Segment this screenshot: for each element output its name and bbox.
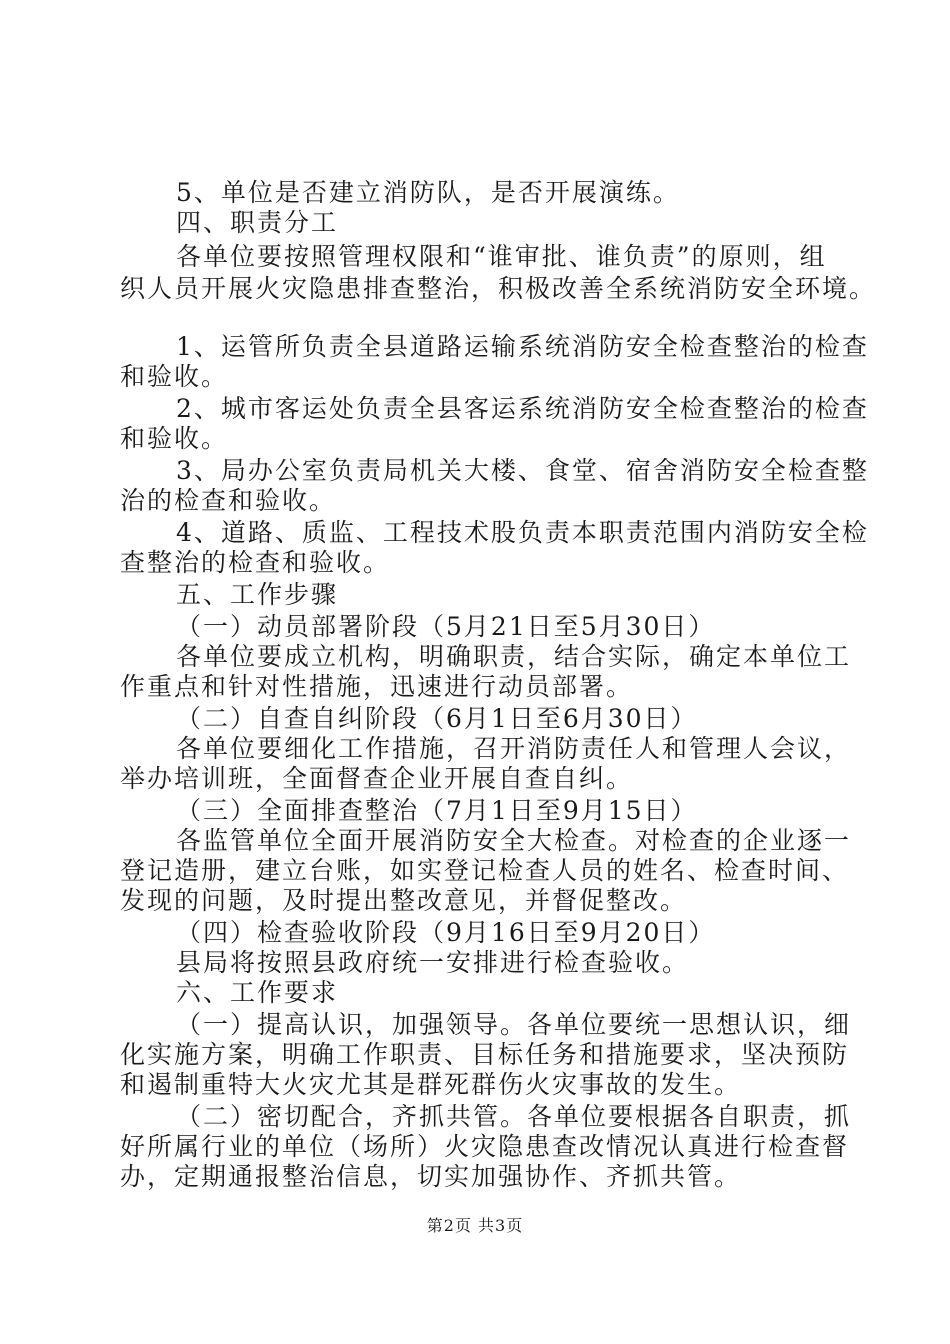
text-line: 3、局办公室负责局机关大楼、食堂、宿舍消防安全检查整 [176,456,869,485]
text-line: 登记造册，建立台账，如实登记检查人员的姓名、检查时间、 [120,856,850,885]
section-heading: 四、职责分工 [176,208,339,237]
text-line: 和验收。 [120,424,229,453]
section-heading: 六、工作要求 [176,978,339,1007]
text-line: 各监管单位全面开展消防安全大检查。对检查的企业逐一 [176,826,852,855]
text-line: 2、城市客运处负责全县客运系统消防安全检查整治的检查 [176,394,869,423]
text-line: 和验收。 [120,362,229,391]
text-line: 发现的问题，及时提出整改意见，并督促整改。 [120,886,688,915]
text-line: （二）密切配合，齐抓共管。各单位要根据各自职责，抓 [176,1102,852,1131]
text-line: 1、运管所负责全县道路运输系统消防安全检查整治的检查 [176,332,869,361]
text-line: 办，定期通报整治信息，切实加强协作、齐抓共管。 [120,1162,742,1191]
text-line: 各单位要按照管理权限和“谁审批、谁负责”的原则，组 [176,242,827,271]
section-heading: 五、工作步骤 [176,580,339,609]
text-line: 举办培训班，全面督查企业开展自查自纠。 [120,764,634,793]
text-line: 织人员开展火灾隐患排查整治，积极改善全系统消防安全环境。 [120,274,877,303]
text-line: 县局将按照县政府统一安排进行检查验收。 [176,948,690,977]
text-line: 和遏制重特大火灾尤其是群死群伤火灾事故的发生。 [120,1070,742,1099]
text-line: 各单位要细化工作措施，召开消防责任人和管理人会议， [176,734,852,763]
text-line: 作重点和针对性措施，迅速进行动员部署。 [120,672,634,701]
text-line: 查整治的检查和验收。 [120,548,391,577]
page-footer: 第2页 共3页 [426,1216,524,1235]
text-line: 治的检查和验收。 [120,486,337,515]
text-line: 各单位要成立机构，明确职责，结合实际，确定本单位工 [176,642,852,671]
subsection-heading: （二）自查自纠阶段（6月1日至6月30日） [176,704,698,733]
subsection-heading: （一）动员部署阶段（5月21日至5月30日） [176,612,716,641]
text-line: 5、单位是否建立消防队，是否开展演练。 [176,178,680,207]
text-line: 好所属行业的单位（场所）火灾隐患查改情况认真进行检查督 [120,1132,850,1161]
text-line: 4、道路、质监、工程技术股负责本职责范围内消防安全检 [176,518,869,547]
subsection-heading: （四）检查验收阶段（9月16日至9月20日） [176,918,716,947]
subsection-heading: （三）全面排查整治（7月1日至9月15日） [176,796,698,825]
text-line: 化实施方案，明确工作职责、目标任务和措施要求，坚决预防 [120,1040,850,1069]
text-line: （一）提高认识，加强领导。各单位要统一思想认识，细 [176,1010,852,1039]
